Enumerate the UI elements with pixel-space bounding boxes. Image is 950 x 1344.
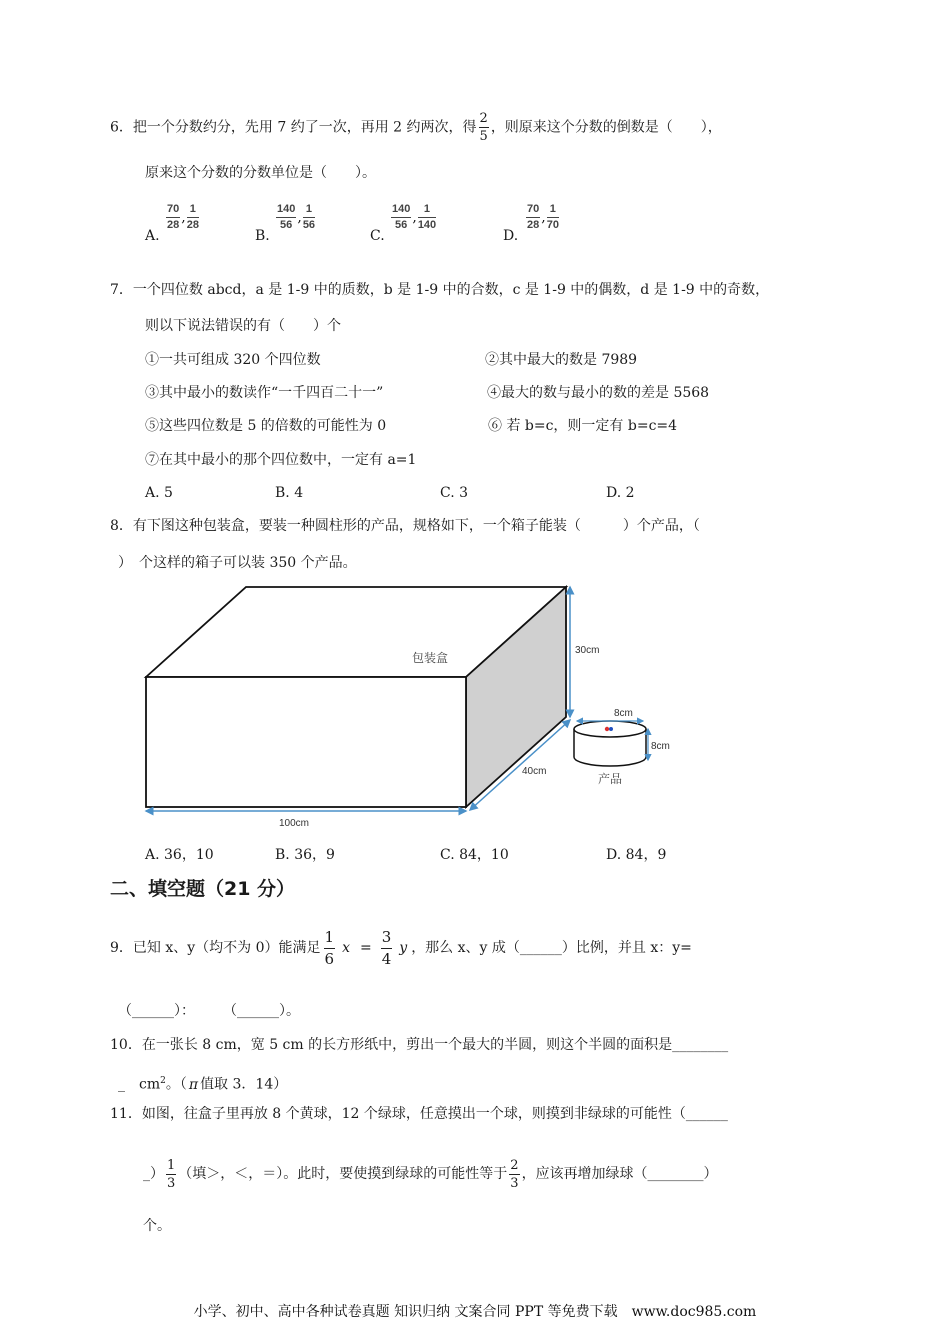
width-label: 100cm — [279, 818, 310, 829]
q7-line1: 7．一个四位数 abcd，a 是 1-9 中的质数，b 是 1-9 中的合数，c 是 1-9 中的偶数，d 是 1-9 中的奇数， — [110, 282, 770, 298]
q8-option-c: C. 84，10 — [440, 847, 509, 863]
q7-option-b: B. 4 — [275, 485, 304, 501]
product-height-label: 8cm — [651, 741, 670, 752]
diameter-label: 8cm — [614, 708, 633, 719]
product-center-dot-blue — [609, 727, 613, 731]
q10-line2: _ $cm^2$。（ π 值取 3．14） — [118, 1076, 288, 1093]
q11-line3: 个。 — [143, 1218, 171, 1234]
q10-line1: 10．在一张长 8 cm，宽 5 cm 的长方形纸中，剪出一个最大的半圆，则这个半圆的面积是________ — [110, 1037, 729, 1053]
q7-statement-6: ⑥ 若 b=c，则一定有 b=c=4 — [488, 418, 678, 434]
q6-text-a: 6．把一个分数约分，先用 7 约了一次，再用 2 约两次，得 — [110, 119, 477, 136]
q6-line2: 原来这个分数的分数单位是（ ）。 — [145, 165, 376, 181]
depth-label: 40cm — [522, 766, 547, 777]
q7-statement-1: ①一共可组成 320 个四位数 — [145, 352, 321, 368]
q9-line1: 9．已知 x、y（均不为 0）能满足 $\frac{1}{6}$ x = $\frac{3}{4}$ y ，那么 x、y 成（______）比例，并且 x：y= — [110, 927, 692, 968]
q7-statement-4: ④最大的数与最小的数的差是 5568 — [487, 385, 710, 401]
q6-text-b: ，则原来这个分数的倒数是（ ）， — [490, 119, 722, 136]
product-center-dot-red — [605, 727, 609, 731]
q8-line1: 8．有下图这种包装盒，要装一种圆柱形的产品，规格如下，一个箱子能装（ ）个产品，（ — [110, 518, 700, 534]
q8-option-d: D. 84，9 — [606, 847, 667, 863]
q7-option-c: C. 3 — [440, 485, 469, 501]
q11-line2: _） $\frac{1}{3}$ （填＞，＜，＝）。此时，要使摸到绿球的可能性等于 $\frac{2}{3}$ ，应该再增加绿球（________） — [143, 1157, 718, 1191]
q7-option-d: D. 2 — [606, 485, 635, 501]
product-label: 产品 — [598, 772, 623, 786]
section-title: 二、填空题（21 分） — [110, 878, 296, 900]
q6-fraction: $\frac{2}{5}$ — [479, 111, 488, 144]
q8-option-b: B. 36，9 — [275, 847, 335, 863]
q7-line2: 则以下说法错误的有（ ）个 — [145, 318, 341, 334]
q8-option-a: A. 36，10 — [145, 847, 214, 863]
q7-statement-7: ⑦在其中最小的那个四位数中，一定有 a=1 — [145, 452, 417, 468]
q6-options: A. $\frac{70}{28}$ , $\frac{1}{28}$ B. $\frac{140}{56}$ , $\frac{1}{56}$ C. $\frac{140}{56}$ , $\frac{1}{140}$ D. $\frac{70}{28}$ , $\frac{1}{70}$ — [145, 203, 559, 244]
q7-statement-3: ③其中最小的数读作“一千四百二十一” — [145, 385, 384, 401]
box-label: 包装盒 — [412, 651, 449, 665]
q9-line2: （______）： （______）。 — [118, 1003, 300, 1019]
q7-statement-5: ⑤这些四位数是 5 的倍数的可能性为 0 — [145, 418, 387, 434]
q8-line2: ） 个这样的箱子可以装 350 个产品。 — [118, 555, 357, 571]
box-front-face — [146, 677, 466, 807]
q11-line1: 11．如图，往盒子里再放 8 个黄球，12 个绿球，任意摸出一个球，则摸到非绿球的可能性（______ — [110, 1106, 728, 1122]
page-footer: 小学、初中、高中各种试卷真题 知识归纳 文案合同 PPT 等免费下载 www.doc985.com — [193, 1304, 757, 1320]
q7-option-a: A. 5 — [145, 485, 173, 501]
q7-statement-2: ②其中最大的数是 7989 — [485, 352, 638, 368]
height-label: 30cm — [575, 645, 600, 656]
